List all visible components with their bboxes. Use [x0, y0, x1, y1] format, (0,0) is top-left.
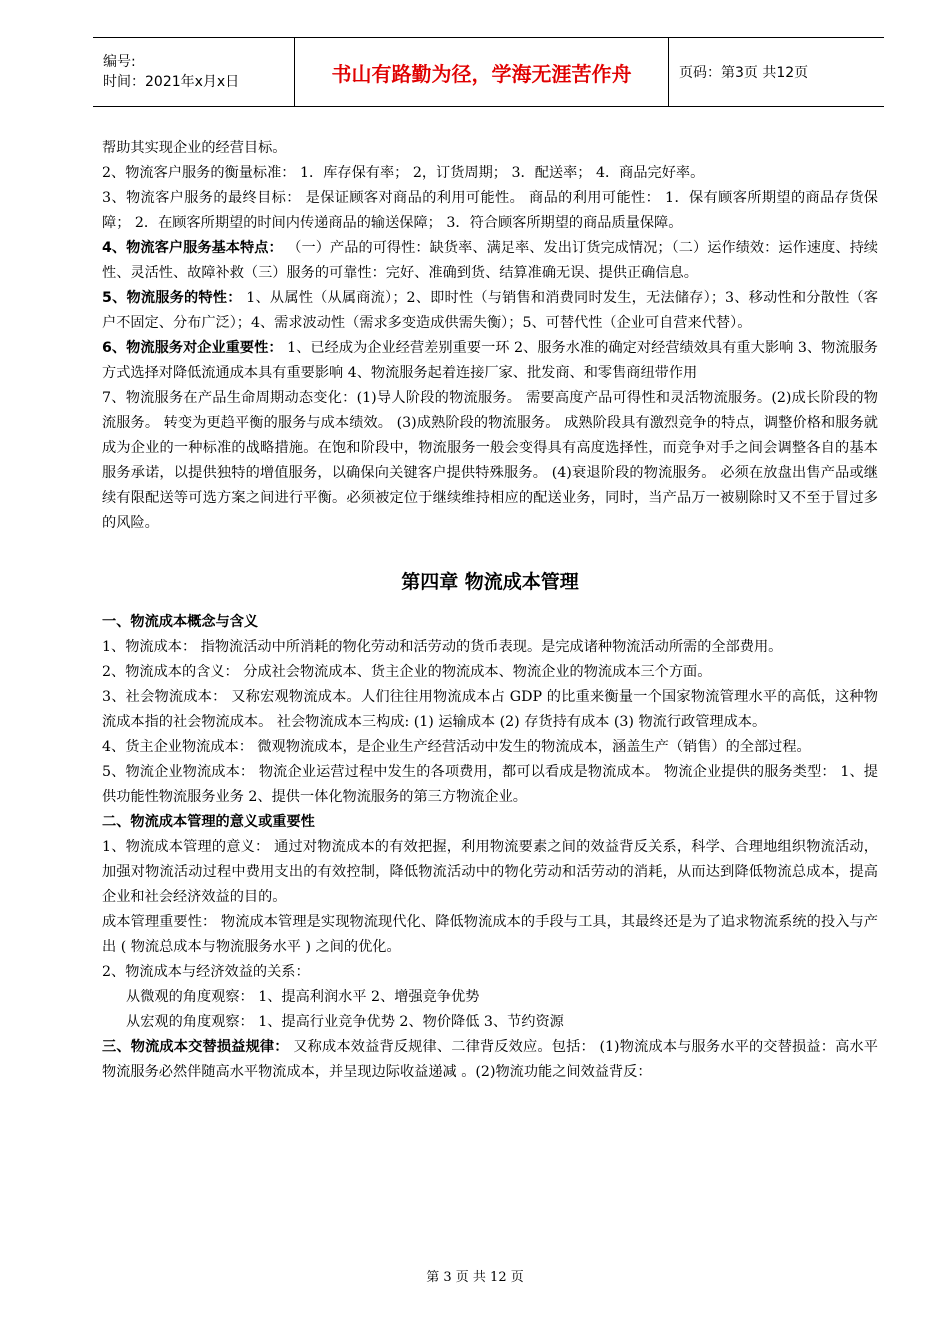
tradeoff-paragraph	[102, 1035, 878, 1085]
item-text: （一）产品的可得性：缺货率、满足率、发出订货完成情况；（二）运作绩效：运作速度、持续性、灵活性、故障补救（三）服务的可靠性：完好、准确到货、结算准确无误、提供正确信息。	[102, 240, 878, 281]
header-motto-text: 书山有路勤为径，学海无涯苦作舟	[331, 61, 632, 86]
item-title: 6、物流服务对企业重要性：	[102, 340, 283, 356]
header-time: 时间：2021年x月x日	[103, 74, 240, 90]
header-page-info	[669, 38, 884, 106]
header-number-label: 编号:	[103, 54, 136, 70]
paragraph: 3、社会物流成本： 又称宏观物流成本。人们往往用物流成本占 GDP 的比重来衡量一个国家物流管理水平的高低，这种物流成本指的社会物流成本。 社会物流成本三构成: (1) 运输成本 (2) 存货持有成本 (3) 物流行政管理成本。	[102, 689, 878, 730]
indented-line: 从微观的角度观察： 1、提高利润水平 2、增强竞争优势	[126, 989, 480, 1005]
page-footer: 第 3 页 共 12 页	[426, 1270, 524, 1285]
item-text: 1、从属性（从属商流）；2、即时性（与销售和消费同时发生，无法储存）；3、移动性和分散性（客户不固定、分布广泛）；4、需求波动性（需求多变造成供需失衡）；5、可替代性（企业可自营来代替）。	[102, 290, 878, 331]
header-motto	[295, 38, 669, 106]
item-text: 1、已经成为企业经营差别重要一环 2、服务水准的确定对经营绩效具有重大影响 3、物流服务方式选择对降低流通成本具有重要影响 4、物流服务起着连接厂家、批发商、和零售商纽带作用	[102, 340, 878, 381]
lifecycle-paragraph: 7、物流服务在产品生命周期动态变化：(1)导人阶段的物流服务。 需要高度产品可得性和灵活物流服务。(2)成长阶段的物流服务。 转变为更趋平衡的服务与成本绩效。 (3)成熟阶段的物流服务。 成熟阶段具有激烈竞争的特点，调整价格和服务就成为企业的一种标准的战略措施。在饱和阶段中，物流服务一般会变得具有高度选择性，而竞争对手之间会调整各自的基本服务承诺，以提供独特的增值服务，以确保向关键客户提供特殊服务。 (4)衰退阶段的物流服务。 必须在放盘出售产品或继续有限配送等可选方案之间进行平衡。必须被定位于继续维持相应的配送业务，同时，当产品万一被剔除时又不至于冒过多的风险。	[102, 390, 878, 531]
section-heading: 一、物流成本概念与含义	[102, 614, 259, 630]
item-title: 5、物流服务的特性：	[102, 290, 242, 306]
section-heading: 二、物流成本管理的意义或重要性	[102, 814, 315, 830]
paragraph: 5、物流企业物流成本： 物流企业运营过程中发生的各项费用，都可以看成是物流成本。 物流企业提供的服务类型： 1、提供功能性物流服务业务 2、提供一体化物流服务的第三方物流企业。	[102, 764, 878, 805]
paragraph: 3、物流客户服务的最终目标： 是保证顾客对商品的利用可能性。 商品的利用可能性： 1．保有顾客所期望的商品存货保障； 2．在顾客所期望的时间内传递商品的输送保障； 3．符合顾客所期望的商品质量保障。	[102, 190, 878, 231]
indented-line: 从宏观的角度观察： 1、提高行业竞争优势 2、物价降低 3、节约资源	[126, 1014, 564, 1030]
characteristics-paragraph	[102, 286, 878, 336]
paragraph: 2、物流成本的含义： 分成社会物流成本、货主企业的物流成本、物流企业的物流成本三个方面。	[102, 664, 712, 680]
paragraph: 2、物流客户服务的衡量标准： 1．库存保有率； 2，订货周期； 3．配送率； 4．商品完好率。	[102, 165, 705, 181]
paragraph: 成本管理重要性： 物流成本管理是实现物流现代化、降低物流成本的手段与工具，其最终还是为了追求物流系统的投入与产出 ( 物流总成本与物流服务水平 ) 之间的优化。	[102, 914, 878, 955]
item-text: 又称成本效益背反规律、二律背反效应。包括： (1)物流成本与服务水平的交替损益：高水平物流服务必然伴随高水平物流成本，并呈现边际收益递减 。(2)物流功能之间效益背反：	[102, 1039, 878, 1080]
paragraph: 1、物流成本管理的意义： 通过对物流成本的有效把握，利用物流要素之间的效益背反关系，科学、合理地组织物流活动，加强对物流活动过程中费用支出的有效控制，降低物流活动中的物化劳动和活劳动的消耗，从而达到降低物流总成本，提高企业和社会经济效益的目的。	[102, 839, 878, 905]
page-header	[93, 37, 884, 107]
header-meta	[93, 38, 295, 106]
chapter-title: 第四章 物流成本管理	[401, 571, 579, 593]
section-heading: 三、物流成本交替损益规律：	[102, 1039, 289, 1055]
item-title: 4、物流客户服务基本特点：	[102, 240, 283, 256]
paragraph: 4、货主企业物流成本： 微观物流成本，是企业生产经营活动中发生的物流成本，涵盖生产（销售）的全部过程。	[102, 739, 811, 755]
paragraph: 1、物流成本： 指物流活动中所消耗的物化劳动和活劳动的货币表现。是完成诸种物流活动所需的全部费用。	[102, 639, 783, 655]
document-body	[102, 136, 878, 1085]
paragraph: 2、物流成本与经济效益的关系：	[102, 964, 310, 980]
paragraph: 帮助其实现企业的经营目标。	[102, 140, 287, 156]
header-page-info-text: 页码：第3页 共12页	[679, 65, 809, 81]
feature-paragraph	[102, 236, 878, 286]
importance-paragraph	[102, 336, 878, 386]
